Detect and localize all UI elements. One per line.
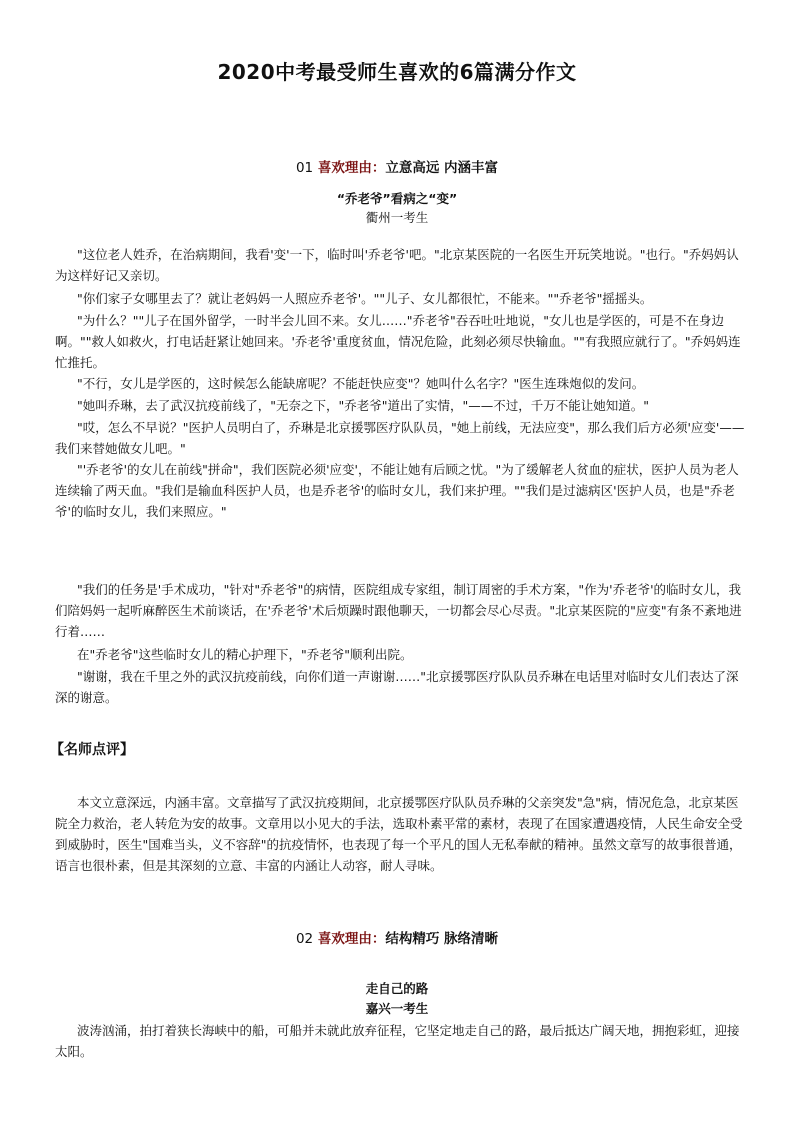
- essay-1-paragraph: "这位老人姓乔，在治病期间，我看'变'一下，临时叫'乔老爷'吧。"北京某医院的一名医生开玩笑地说。"也行。"乔妈妈认为这样好记又亲切。: [55, 247, 739, 283]
- essay-1-paragraph: "她叫乔琳，去了武汉抗疫前线了，"无奈之下，"乔老爷"道出了实情，"——不过，千万不能让她知道。": [77, 398, 649, 413]
- essay-1-paragraph: "谢谢，我在千里之外的武汉抗疫前线，向你们道一声谢谢……"北京援鄂医疗队队员乔琳在电话里对临时女儿们表达了深深的谢意。: [55, 669, 739, 705]
- essay-2-title: 走自己的路: [365, 981, 429, 996]
- essay-1-author: 衢州一考生: [365, 210, 429, 225]
- essay-1-paragraph: "'乔老爷'的女儿在前线"拼命"，我们医院必须'应变'，不能让她有后顾之忧。"为了缓解老人贫血的症状，医护人员为老人连续输了两天血。"我们是输血科医护人员，也是乔老爷'的临时女儿，我们来护理。""我们是过滤病区'医护人员，也是"乔老爷'的临时女儿，我们来照应。": [55, 462, 739, 519]
- section-1-header: [0, 156, 794, 176]
- section-1-label: 喜欢理由：: [317, 160, 386, 176]
- essay-2-paragraph: 波涛汹涌，拍打着狭长海峡中的船，可船并未就此放弃征程，它坚定地走自己的路，最后抵达广阔天地，拥抱彩虹，迎接太阳。: [55, 1023, 740, 1059]
- section-2-number: 02: [295, 931, 314, 947]
- section-1-number: 01: [295, 160, 314, 176]
- essay-1-paragraph: "为什么？""儿子在国外留学，一时半会儿回不来。女儿……"乔老爷"吞吞吐吐地说，"女儿也是学医的，可是不在身边啊。""救人如救火，打电话赶紧让她回来。'乔老爷'重度贫血，情况危险，此刻必须尽快输血。""有我照应就行了。"乔妈妈连忙推托。: [55, 313, 741, 370]
- document-title: 2020中考最受师生喜欢的6篇满分作文: [217, 60, 577, 84]
- essay-1-paragraph: 在"乔老爷"这些临时女儿的精心护理下，"乔老爷"顺利出院。: [77, 647, 413, 662]
- teacher-review-text: 本文立意深远，内涵丰富。文章描写了武汉抗疫期间，北京援鄂医疗队队员乔琳的父亲突发"急"病，情况危急，北京某医院全力救治，老人转危为安的故事。文章用以小见大的手法，选取朴素平常的素材，表现了在国家遭遇疫情，人民生命安全受到威胁时，医生"国难当头，义不容辞"的抗疫情怀，也表现了每一个平凡的国人无私奉献的精神。虽然文章写的故事很普通，语言也很朴素，但是其深刻的立意、丰富的内涵让人动容，耐人寻味。: [55, 795, 743, 873]
- essay-1-title: “乔老爷”看病之“变”: [336, 191, 458, 206]
- essay-1-paragraph: "不行，女儿是学医的，这时候怎么能缺席呢？不能赶快应变"？她叫什么名字？"医生连珠炮似的发问。: [77, 376, 645, 391]
- section-2-label: 喜欢理由：: [317, 931, 386, 947]
- section-2-reason: 结构精巧 脉络清晰: [385, 931, 499, 947]
- essay-1-paragraph: "哎，怎么不早说？"医护人员明白了，乔琳是北京援鄂医疗队队员，"她上前线，无法应变"，那么我们后方必须'应变'——我们来替她做女儿吧。": [55, 420, 745, 456]
- section-1-reason: 立意高远 内涵丰富: [385, 160, 499, 176]
- essay-1-paragraph: "我们的任务是'手术成功，"针对"乔老爷"的病情，医院组成专家组，制订周密的手术方案，"作为'乔老爷'的临时女儿，我们陪妈妈一起听麻醉医生术前谈话，在'乔老爷'术后烦躁时跟他聊天，一切都会尽心尽责。"北京某医院的"应变"有条不紊地进行着……: [55, 582, 742, 639]
- essay-1-paragraph: "你们家子女哪里去了？就让老妈妈一人照应乔老爷'。""儿子、女儿都很忙，不能来。""乔老爷"摇摇头。: [77, 291, 653, 306]
- teacher-review-heading: 【名师点评】: [50, 742, 134, 758]
- section-2-header: [0, 927, 794, 947]
- essay-2-author: 嘉兴一考生: [365, 1001, 429, 1016]
